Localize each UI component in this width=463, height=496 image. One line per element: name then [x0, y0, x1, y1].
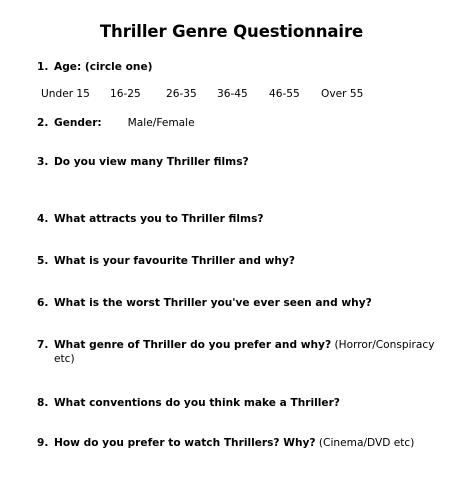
page-title: Thriller Genre Questionnaire — [99, 22, 364, 41]
question-text: How do you prefer to watch Thrillers? Why? — [54, 437, 316, 449]
question-4 — [37, 212, 264, 226]
age-options — [0, 88, 463, 102]
question-7 — [37, 338, 434, 366]
question-number: 6. — [37, 297, 49, 309]
question-hint: (Cinema/DVD etc) — [318, 437, 415, 449]
question-hint-continued: etc) — [54, 353, 75, 365]
question-text: What conventions do you think make a Thriller? — [54, 397, 340, 409]
question-1 — [37, 60, 153, 74]
question-8 — [37, 396, 340, 410]
gender-options[interactable]: Male/Female — [127, 117, 195, 129]
question-2 — [37, 116, 195, 130]
question-text: What genre of Thriller do you prefer and why? — [54, 339, 332, 351]
question-number: 1. — [37, 61, 49, 73]
question-text: What is your favourite Thriller and why? — [54, 255, 295, 267]
question-number: 2. — [37, 117, 49, 129]
question-3 — [37, 155, 249, 169]
question-number: 7. — [37, 339, 49, 351]
age-option-36-45[interactable]: 36-45 — [217, 88, 248, 100]
age-option-26-35[interactable]: 26-35 — [166, 88, 197, 100]
question-text: What is the worst Thriller you've ever seen and why? — [54, 297, 372, 309]
question-hint: (Horror/Conspiracy — [334, 339, 435, 351]
age-option-16-25[interactable]: 16-25 — [110, 88, 141, 100]
question-text: What attracts you to Thriller films? — [54, 213, 264, 225]
question-number: 8. — [37, 397, 49, 409]
age-option-over-55[interactable]: Over 55 — [321, 88, 364, 100]
question-6 — [37, 296, 372, 310]
question-text: Gender: — [54, 117, 102, 129]
question-9 — [37, 436, 414, 450]
question-text: Do you view many Thriller films? — [54, 156, 249, 168]
age-option-under-15[interactable]: Under 15 — [41, 88, 90, 100]
question-number: 3. — [37, 156, 49, 168]
question-number: 9. — [37, 437, 49, 449]
age-option-46-55[interactable]: 46-55 — [269, 88, 300, 100]
question-5 — [37, 254, 295, 268]
question-number: 5. — [37, 255, 49, 267]
question-number: 4. — [37, 213, 49, 225]
question-text: Age: (circle one) — [54, 61, 153, 73]
